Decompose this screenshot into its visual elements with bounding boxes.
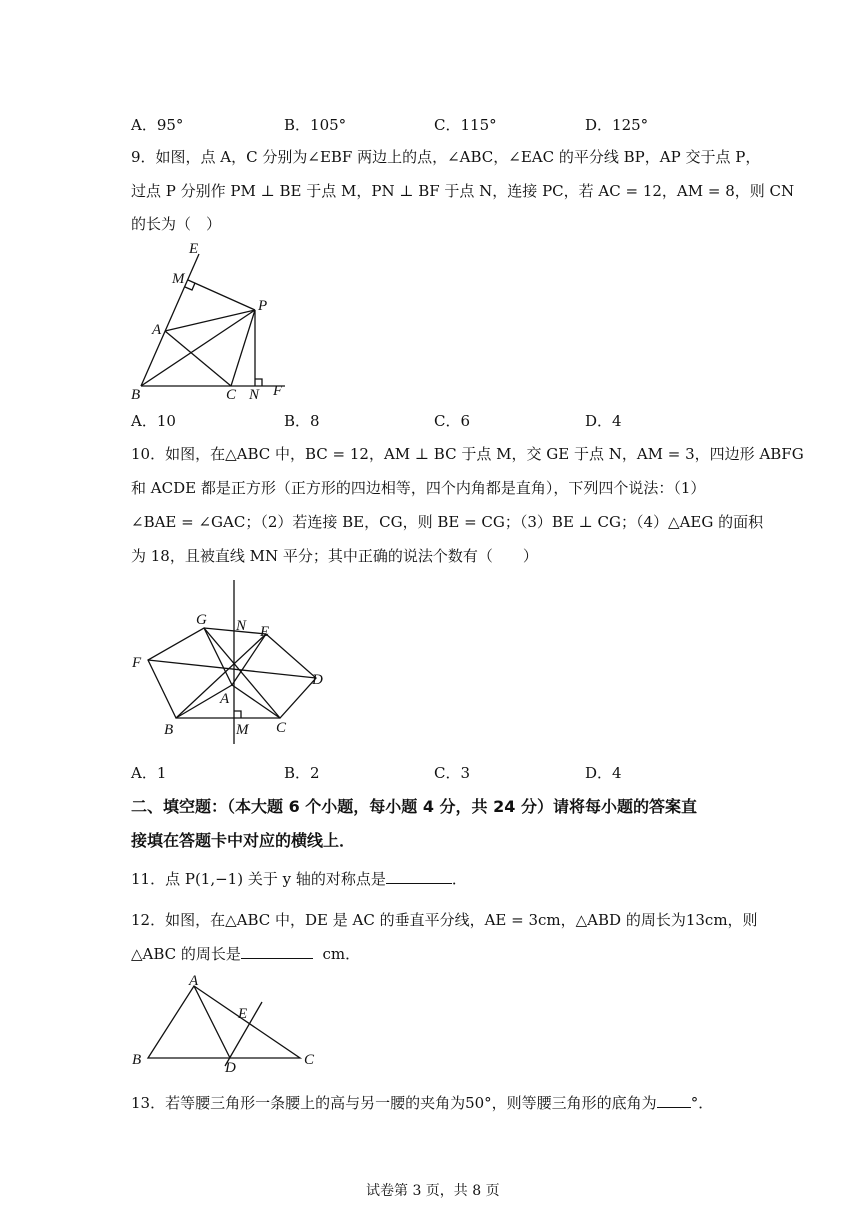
q10-text-line3: ∠BAE = ∠GAC；（2）若连接 BE，CG，则 BE = CG；（3）BE ⊥ CG；（4）△AEG 的面积: [131, 513, 764, 531]
q10-label-m: M: [236, 722, 249, 738]
q9-label-f: F: [273, 383, 283, 399]
q12-text-line2: [131, 944, 360, 964]
q13-answer-blank[interactable]: [657, 1093, 691, 1108]
q9-text-line3: 的长为（ ）: [131, 215, 222, 233]
q9-option-a: A．10: [131, 412, 176, 430]
q12-prefix: △ABC 的周长是: [131, 945, 241, 963]
q9-option-c: C．6: [434, 412, 471, 430]
q10-option-a: A．1: [131, 764, 167, 782]
q12-answer-blank[interactable]: [241, 944, 313, 959]
q13-prefix: 13．若等腰三角形一条腰上的高与另一腰的夹角为50°，则等腰三角形的底角为: [131, 1094, 657, 1112]
q9-label-m: M: [172, 271, 185, 287]
q10-label-n: N: [236, 618, 247, 634]
q8-option-b: B．105°: [284, 116, 347, 134]
q10-option-d: D．4: [585, 764, 622, 782]
section2-heading-line1: 二、填空题：（本大题 6 个小题，每小题 4 分，共 24 分）请将每小题的答案直: [131, 797, 697, 816]
q12-label-d: D: [225, 1060, 236, 1076]
q10-figure: [128, 578, 333, 748]
q10-label-c: C: [276, 720, 287, 736]
q10-label-a: A: [220, 691, 230, 707]
q8-option-c: C．115°: [434, 116, 497, 134]
q12-text-line1: 12．如图，在△ABC 中，DE 是 AC 的垂直平分线，AE = 3cm，△ABD 的周长为13cm，则: [131, 911, 758, 929]
section2-heading-line2: 接填在答题卡中对应的横线上．: [131, 831, 356, 850]
q9-option-d: D．4: [585, 412, 622, 430]
q11-answer-blank[interactable]: [386, 869, 452, 884]
page-footer: 试卷第 3 页，共 8 页: [366, 1183, 500, 1199]
q8-option-d: D．125°: [585, 116, 649, 134]
q9-option-b: B．8: [284, 412, 320, 430]
q10-label-g: G: [196, 612, 207, 628]
q10-label-e: E: [260, 624, 270, 640]
q10-text-line4: 为 18，且被直线 MN 平分；其中正确的说法个数有（ ）: [131, 547, 538, 565]
q12-figure: [128, 972, 323, 1076]
q9-text-line1: 9．如图，点 A，C 分别为∠EBF 两边上的点，∠ABC，∠EAC 的平分线 BP，AP 交于点 P，: [131, 148, 761, 166]
q13-text: [131, 1093, 713, 1113]
q11-suffix: ．: [451, 870, 467, 888]
q10-label-d: D: [312, 672, 323, 688]
q8-option-a: A．95°: [131, 116, 184, 134]
q9-label-p: P: [258, 298, 268, 314]
q9-label-b: B: [131, 387, 141, 400]
q12-label-c: C: [304, 1052, 315, 1068]
q9-label-n: N: [249, 387, 260, 400]
q9-label-e: E: [189, 241, 199, 257]
q10-text-line1: 10．如图，在△ABC 中，BC = 12，AM ⊥ BC 于点 M，交 GE 于点 N，AM = 3，四边形 ABFG: [131, 445, 804, 463]
q10-text-line2: 和 ACDE 都是正方形（正方形的四边相等，四个内角都是直角），下列四个说法：（1）: [131, 479, 706, 497]
q12-label-b: B: [132, 1052, 142, 1068]
q13-suffix: °．: [690, 1094, 714, 1112]
q12-label-e: E: [238, 1006, 248, 1022]
q10-label-b: B: [164, 722, 174, 738]
q12-suffix: cm．: [322, 945, 361, 963]
q11-text: [131, 869, 467, 889]
q10-option-b: B．2: [284, 764, 320, 782]
q9-figure: [125, 238, 305, 400]
q9-label-a: A: [152, 322, 162, 338]
q10-label-f: F: [132, 655, 142, 671]
q9-label-c: C: [226, 387, 237, 400]
q11-prefix: 11．点 P(1,−1) 关于 y 轴的对称点是: [131, 870, 386, 888]
q12-label-a: A: [189, 973, 199, 989]
q9-text-line2: 过点 P 分别作 PM ⊥ BE 于点 M，PN ⊥ BF 于点 N，连接 PC，若 AC = 12，AM = 8，则 CN: [131, 182, 795, 200]
q10-option-c: C．3: [434, 764, 471, 782]
